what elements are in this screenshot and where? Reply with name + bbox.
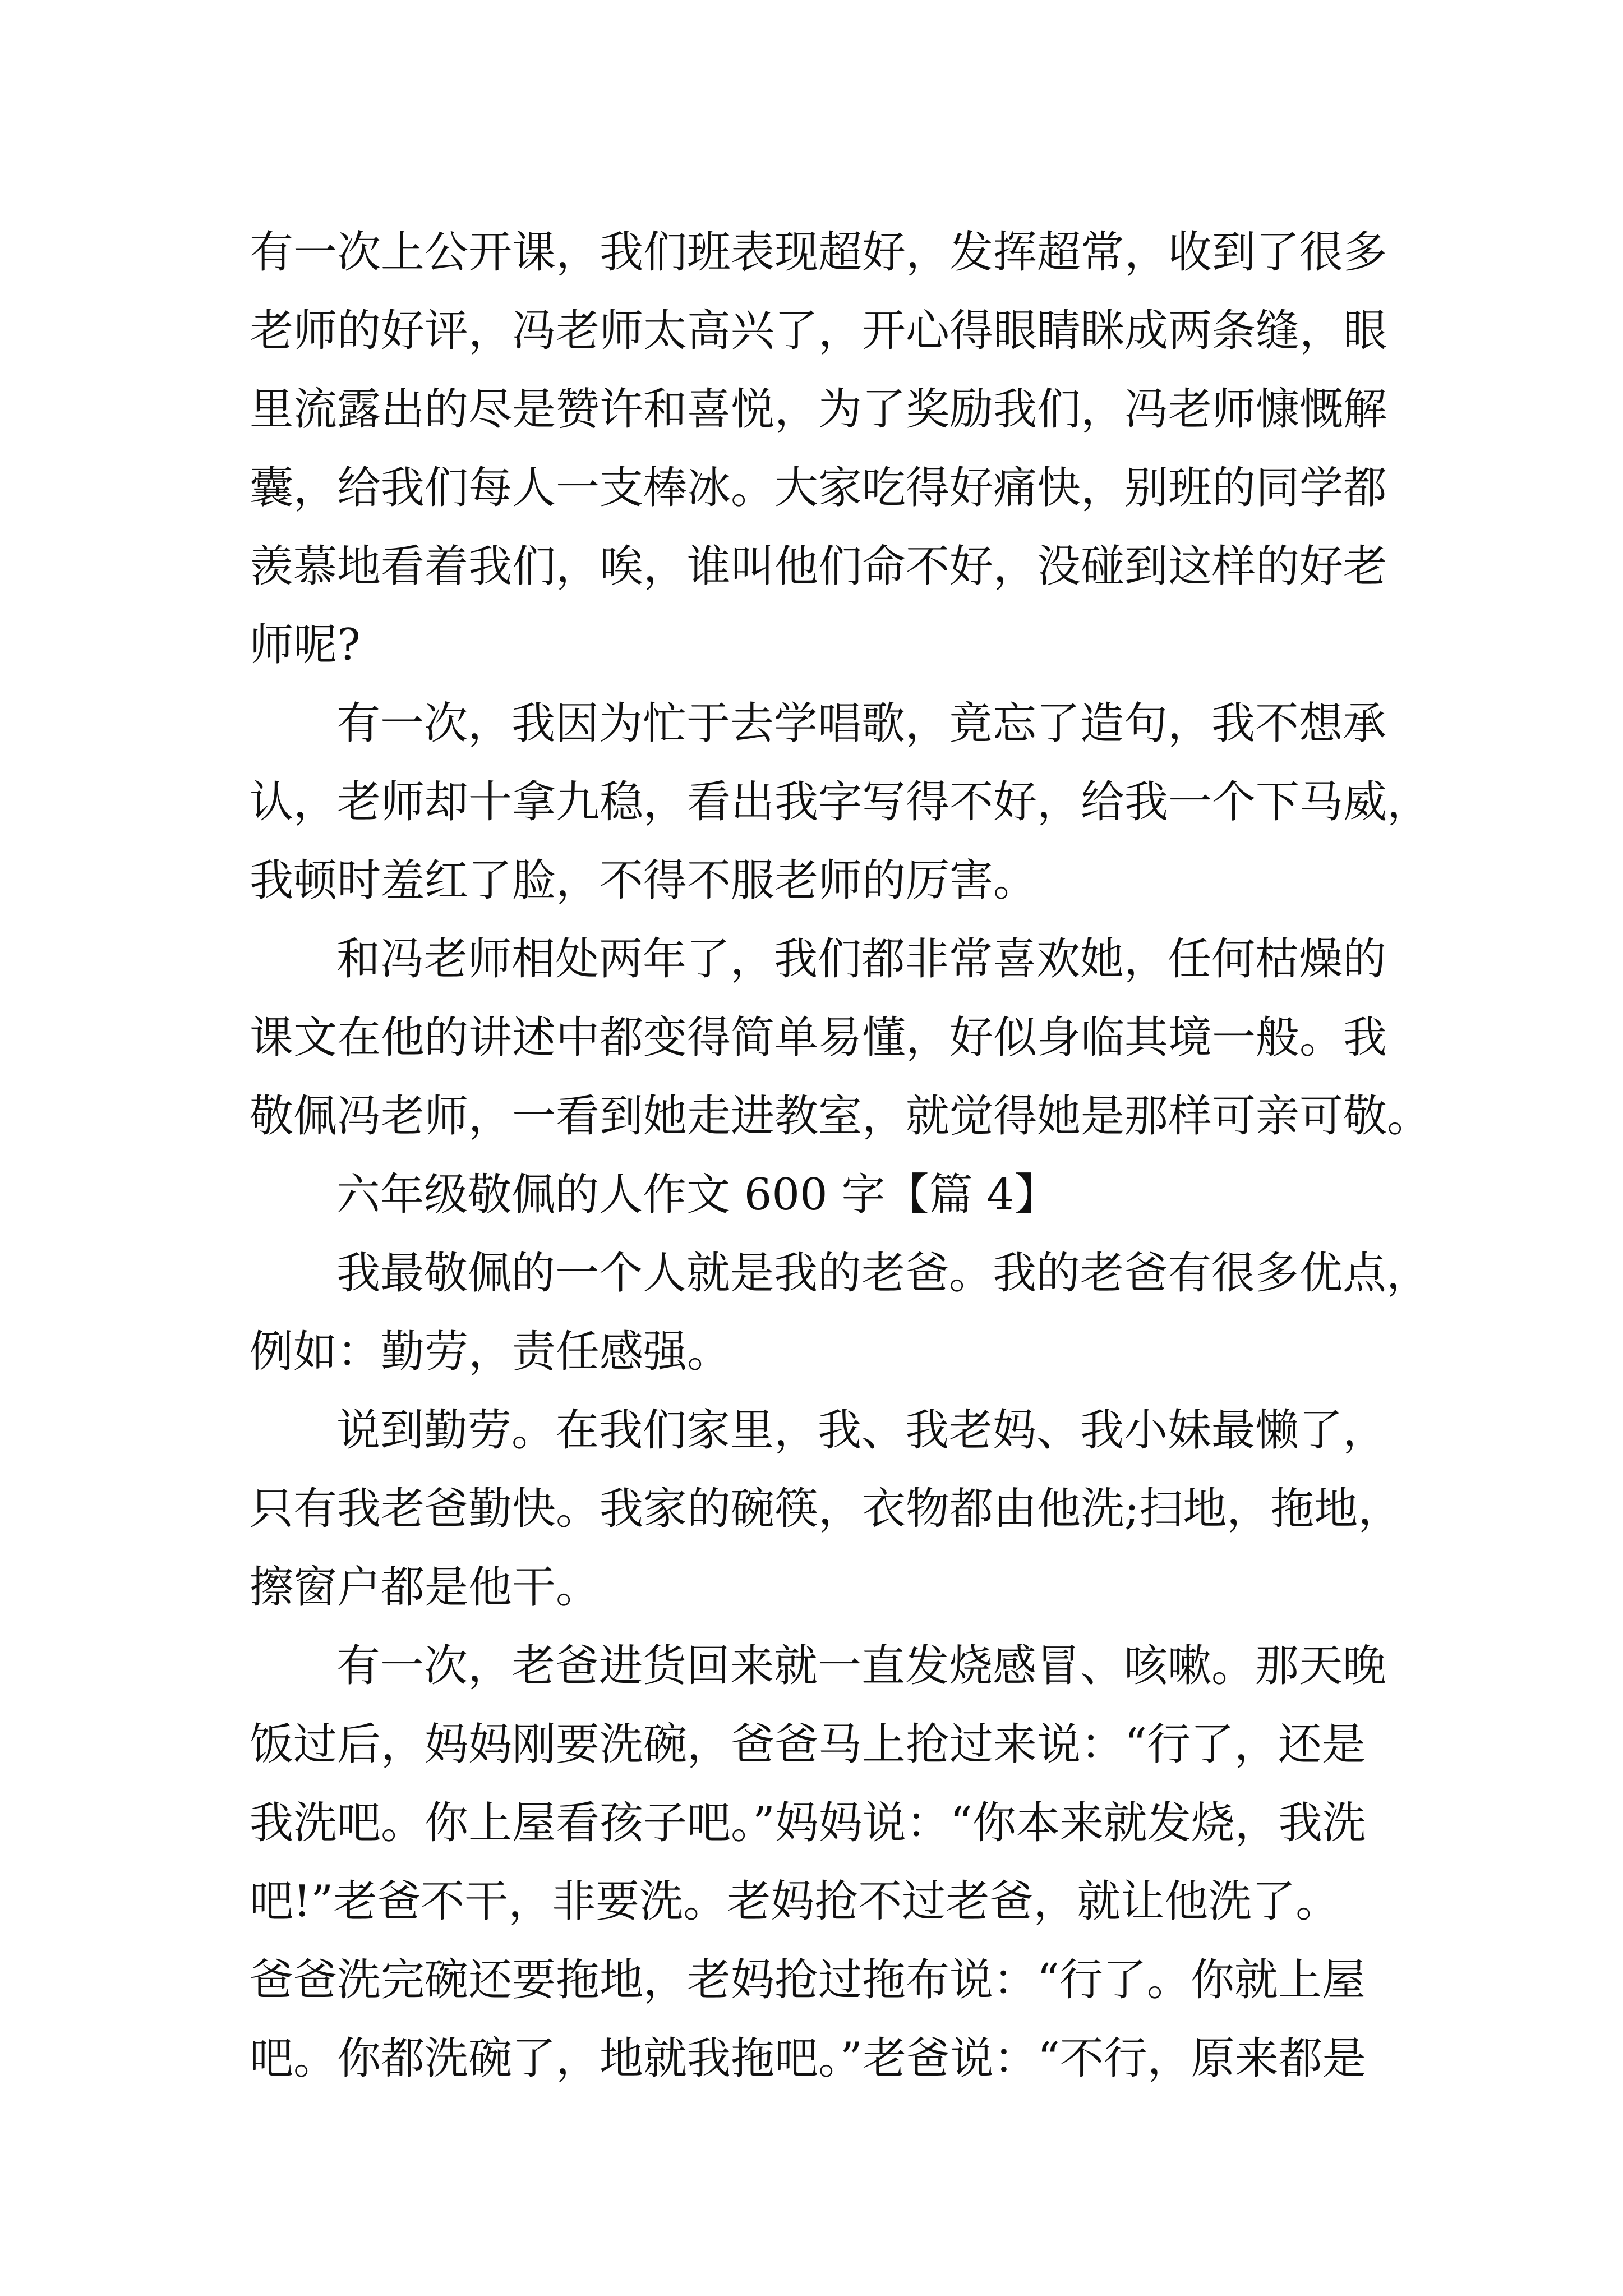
text-line: 六年级敬佩的人作文 600 字【篇 4】 [336,1170,1058,1220]
text-line: 吧!”老爸不干，非要洗。老妈抢不过老爸，就让他洗了。 [250,1876,1340,1927]
text-line: 吧。你都洗碗了，地就我拖吧。”老爸说：“不行，原来都是 [250,2033,1366,2084]
text-line: 我顿时羞红了脸，不得不服老师的厉害。 [250,855,1038,906]
text-line: 只有我老爸勤快。我家的碗筷，衣物都由他洗;扫地，拖地， [250,1484,1402,1534]
text-line: 和冯老师相处两年了，我们都非常喜欢她，任何枯燥的 [336,934,1387,984]
document-body [250,213,1431,2098]
text-line: 师呢? [250,620,361,670]
text-line: 饭过后，妈妈刚要洗碗，爸爸马上抢过来说：“行了，还是 [250,1719,1366,1770]
text-line: 敬佩冯老师，一看到她走进教室，就觉得她是那样可亲可敬。 [250,1091,1431,1142]
text-line: 课文在他的讲述中都变得简单易懂，好似身临其境一般。我 [250,1013,1387,1063]
text-line: 羡慕地看着我们，唉，谁叫他们命不好，没碰到这样的好老 [250,541,1387,592]
text-line: 我洗吧。你上屋看孩子吧。”妈妈说：“你本来就发烧，我洗 [250,1798,1366,1848]
text-line: 有一次，老爸进货回来就一直发烧感冒、咳嗽。那天晚 [336,1641,1387,1691]
text-line: 我最敬佩的一个人就是我的老爸。我的老爸有很多优点， [336,1248,1431,1299]
text-line: 说到勤劳。在我们家里，我、我老妈、我小妹最懒了， [336,1405,1387,1456]
text-line: 囊，给我们每人一支棒冰。大家吃得好痛快，别班的同学都 [250,463,1387,513]
text-line: 例如：勤劳，责任感强。 [250,1327,731,1377]
text-line: 爸爸洗完碗还要拖地，老妈抢过拖布说：“行了。你就上屋 [250,1955,1366,2005]
text-line: 老师的好评，冯老师太高兴了，开心得眼睛眯成两条缝，眼 [250,306,1387,356]
text-line: 有一次上公开课，我们班表现超好，发挥超常，收到了很多 [250,227,1387,278]
text-line: 里流露出的尽是赞许和喜悦，为了奖励我们，冯老师慷慨解 [250,384,1387,435]
text-line: 有一次，我因为忙于去学唱歌，竟忘了造句，我不想承 [336,698,1387,749]
text-line: 认，老师却十拿九稳，看出我字写得不好，给我一个下马威， [250,777,1431,827]
text-line: 擦窗户都是他干。 [250,1562,600,1613]
